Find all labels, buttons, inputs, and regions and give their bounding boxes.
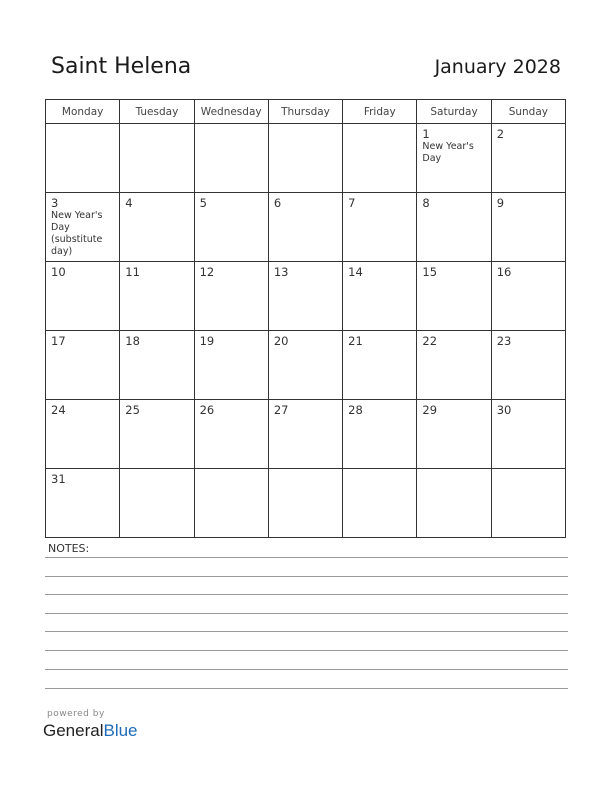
calendar-day-cell[interactable] [194, 400, 268, 469]
calendar-day-cell[interactable] [343, 331, 417, 400]
calendar-day-cell[interactable] [46, 331, 120, 400]
weekday-header: Tuesday [120, 100, 194, 124]
calendar-day-cell[interactable] [120, 124, 194, 193]
weekday-header: Saturday [417, 100, 491, 124]
calendar-day-cell[interactable] [46, 124, 120, 193]
day-number: 29 [422, 403, 438, 417]
calendar-day-cell[interactable] [417, 193, 491, 262]
calendar-day-cell[interactable] [268, 262, 342, 331]
day-number: 24 [51, 403, 66, 417]
calendar-day-cell[interactable] [194, 331, 268, 400]
calendar-day-cell[interactable] [46, 469, 120, 538]
calendar-day-cell[interactable] [491, 400, 565, 469]
weekday-header: Monday [46, 100, 120, 124]
notes-label: NOTES: [48, 542, 90, 555]
day-number: 27 [273, 403, 289, 417]
calendar-day-cell[interactable] [268, 331, 342, 400]
day-number: 14 [348, 265, 363, 279]
day-number: 13 [273, 265, 289, 279]
day-number: 23 [496, 334, 512, 348]
calendar-week-row [46, 193, 566, 262]
calendar-day-cell[interactable] [120, 331, 194, 400]
calendar-day-cell[interactable] [120, 400, 194, 469]
day-number: 11 [125, 265, 140, 279]
weekday-header: Thursday [268, 100, 342, 124]
calendar-day-cell[interactable] [491, 262, 565, 331]
brand-blue: Blue [103, 721, 138, 740]
calendar-day-cell[interactable] [343, 400, 417, 469]
calendar-day-cell[interactable] [417, 262, 491, 331]
calendar-day-cell[interactable] [343, 469, 417, 538]
calendar-region-title: Saint Helena [51, 54, 192, 79]
note-line [45, 576, 568, 577]
day-number: 1 [422, 127, 430, 141]
calendar-day-cell[interactable] [417, 400, 491, 469]
day-number: 25 [125, 403, 140, 417]
day-number: 8 [422, 196, 430, 210]
day-number: 20 [273, 334, 289, 348]
weekday-header: Sunday [491, 100, 565, 124]
calendar-day-cell[interactable] [268, 124, 342, 193]
calendar-day-cell[interactable] [194, 124, 268, 193]
note-line [45, 650, 568, 651]
note-line [45, 613, 568, 614]
day-number: 17 [51, 334, 66, 348]
weekday-header: Friday [343, 100, 417, 124]
note-line [45, 669, 568, 670]
calendar-day-cell[interactable] [343, 262, 417, 331]
day-number: 2 [496, 127, 505, 141]
powered-by-text: powered by [47, 709, 105, 719]
calendar-month-title: January 2028 [434, 56, 561, 78]
calendar-day-cell[interactable] [417, 469, 491, 538]
calendar-day-cell[interactable] [120, 193, 194, 262]
calendar-day-cell[interactable] [491, 469, 565, 538]
day-number: 5 [199, 196, 207, 210]
weekday-header: Wednesday [194, 100, 268, 124]
day-number: 19 [199, 334, 215, 348]
day-number: 12 [199, 265, 215, 279]
calendar-day-cell[interactable] [268, 400, 342, 469]
note-line [45, 594, 568, 595]
weekday-header-row [46, 100, 566, 124]
calendar-day-cell[interactable] [343, 193, 417, 262]
holiday-label: New Year's Day [422, 141, 474, 164]
calendar-day-cell[interactable] [120, 469, 194, 538]
day-number: 30 [496, 403, 512, 417]
calendar-day-cell[interactable] [491, 124, 565, 193]
note-line [45, 688, 568, 689]
calendar-day-cell[interactable] [194, 193, 268, 262]
calendar-grid [45, 99, 566, 538]
day-number: 21 [348, 334, 363, 348]
calendar-week-row [46, 469, 566, 538]
day-number: 6 [273, 196, 282, 210]
day-number: 3 [51, 196, 59, 210]
calendar-day-cell[interactable] [120, 262, 194, 331]
calendar-day-cell[interactable] [417, 331, 491, 400]
day-number: 4 [125, 196, 133, 210]
calendar-week-row [46, 262, 566, 331]
day-number: 7 [348, 196, 356, 210]
note-line [45, 631, 568, 632]
calendar-day-cell[interactable] [491, 331, 565, 400]
calendar-day-cell[interactable] [491, 193, 565, 262]
calendar-day-cell[interactable] [194, 262, 268, 331]
calendar-week-row [46, 331, 566, 400]
note-line [45, 557, 568, 558]
calendar-week-row [46, 400, 566, 469]
day-number: 31 [51, 472, 66, 486]
brand-general: General [43, 721, 104, 740]
calendar-day-cell[interactable] [46, 400, 120, 469]
calendar-day-cell[interactable] [268, 469, 342, 538]
calendar-day-cell[interactable] [268, 193, 342, 262]
calendar-day-cell[interactable] [417, 124, 491, 193]
day-number: 15 [422, 265, 438, 279]
day-number: 16 [496, 265, 512, 279]
day-number: 9 [496, 196, 505, 210]
day-number: 18 [125, 334, 140, 348]
calendar-day-cell[interactable] [194, 469, 268, 538]
day-number: 22 [422, 334, 438, 348]
calendar-week-row [46, 124, 566, 193]
day-number: 26 [199, 403, 215, 417]
calendar-day-cell[interactable] [46, 193, 120, 262]
day-number: 10 [51, 265, 66, 279]
day-number: 28 [348, 403, 363, 417]
calendar-day-cell[interactable] [46, 262, 120, 331]
generalblue-logo [43, 721, 138, 741]
calendar-day-cell[interactable] [343, 124, 417, 193]
holiday-label: New Year's Day (substitute day) [51, 210, 103, 257]
